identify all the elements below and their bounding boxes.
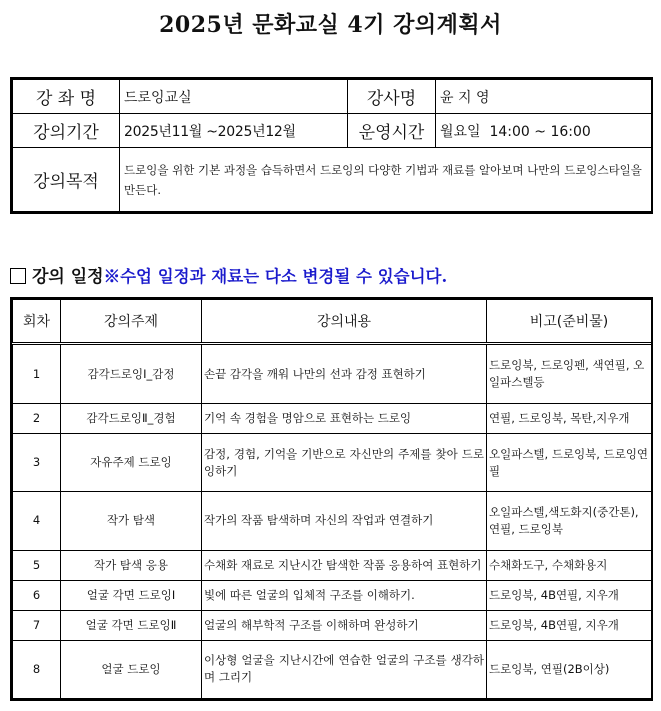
session-number: 7 [13,610,61,640]
session-topic: 얼굴 각면 드로잉Ⅰ [61,580,202,610]
session-number: 5 [13,550,61,580]
session-content: 이상형 얼굴을 지난시간에 연습한 얼굴의 구조를 생각하며 그리기 [202,640,487,698]
period-value: 2025년11월 ~2025년12월 [120,114,348,148]
session-topic: 얼굴 각면 드로잉Ⅱ [61,610,202,640]
session-content: 작가의 작품 탐색하며 자신의 작업과 연결하기 [202,492,487,550]
checkbox-square-icon [10,268,26,284]
session-number: 3 [13,434,61,492]
table-row [13,610,652,640]
session-topic: 작가 탐색 [61,492,202,550]
schedule-table [10,297,653,701]
header-session: 회차 [13,300,61,344]
session-content: 손끝 감각을 깨워 나만의 선과 감정 표현하기 [202,344,487,404]
time-value: 월요일 14:00 ~ 16:00 [436,114,652,148]
session-materials: 드로잉북, 4B연필, 지우개 [487,580,652,610]
page-title: 2025년 문화교실 4기 강의계획서 [159,12,502,38]
instructor-value: 윤 지 영 [436,80,652,114]
session-materials: 수채화도구, 수채화용지 [487,550,652,580]
table-row [13,550,652,580]
course-name-value: 드로잉교실 [120,80,348,114]
session-topic: 감각드로잉Ⅱ_경험 [61,404,202,434]
table-row [13,344,652,404]
session-materials: 오일파스텔,색도화지(중간톤),연필, 드로잉북 [487,492,652,550]
session-topic: 작가 탐색 응용 [61,550,202,580]
time-label: 운영시간 [348,114,436,148]
session-content: 감정, 경험, 기억을 기반으로 자신만의 주제를 찾아 드로잉하기 [202,434,487,492]
header-topic: 강의주제 [61,300,202,344]
table-row [13,404,652,434]
session-topic: 감각드로잉Ⅰ_감정 [61,344,202,404]
session-topic: 자유주제 드로잉 [61,434,202,492]
session-content: 얼굴의 해부학적 구조를 이해하며 완성하기 [202,610,487,640]
instructor-label: 강사명 [348,80,436,114]
schedule-heading [10,262,447,287]
course-name-label: 강 좌 명 [13,80,120,114]
purpose-value: 드로잉을 위한 기본 과정을 습득하면서 드로잉의 다양한 기법과 재료를 알아보며 나만의 드로잉스타일을 만든다. [120,148,652,212]
session-content: 수채화 재료로 지난시간 탐색한 작품 응용하여 표현하기 [202,550,487,580]
table-row [13,492,652,550]
session-number: 6 [13,580,61,610]
session-materials: 오일파스텔, 드로잉북, 드로잉연필 [487,434,652,492]
session-materials: 드로잉북, 드로잉펜, 색연필, 오일파스텔등 [487,344,652,404]
schedule-change-notice: ※수업 일정과 재료는 다소 변경될 수 있습니다. [103,267,448,286]
course-info-table [10,77,653,214]
session-number: 1 [13,344,61,404]
table-row [13,434,652,492]
session-content: 기억 속 경험을 명암으로 표현하는 드로잉 [202,404,487,434]
session-content: 빛에 따른 얼굴의 입체적 구조를 이해하기. [202,580,487,610]
schedule-heading-title: 강의 일정 [32,267,104,287]
session-number: 4 [13,492,61,550]
session-materials: 드로잉북, 4B연필, 지우개 [487,610,652,640]
session-materials: 연필, 드로잉북, 목탄,지우개 [487,404,652,434]
session-number: 8 [13,640,61,698]
table-row [13,580,652,610]
purpose-label: 강의목적 [13,148,120,212]
period-label: 강의기간 [13,114,120,148]
header-materials: 비고(준비물) [487,300,652,344]
session-materials: 드로잉북, 연필(2B이상) [487,640,652,698]
session-number: 2 [13,404,61,434]
session-topic: 얼굴 드로잉 [61,640,202,698]
header-content: 강의내용 [202,300,487,344]
table-row [13,640,652,698]
